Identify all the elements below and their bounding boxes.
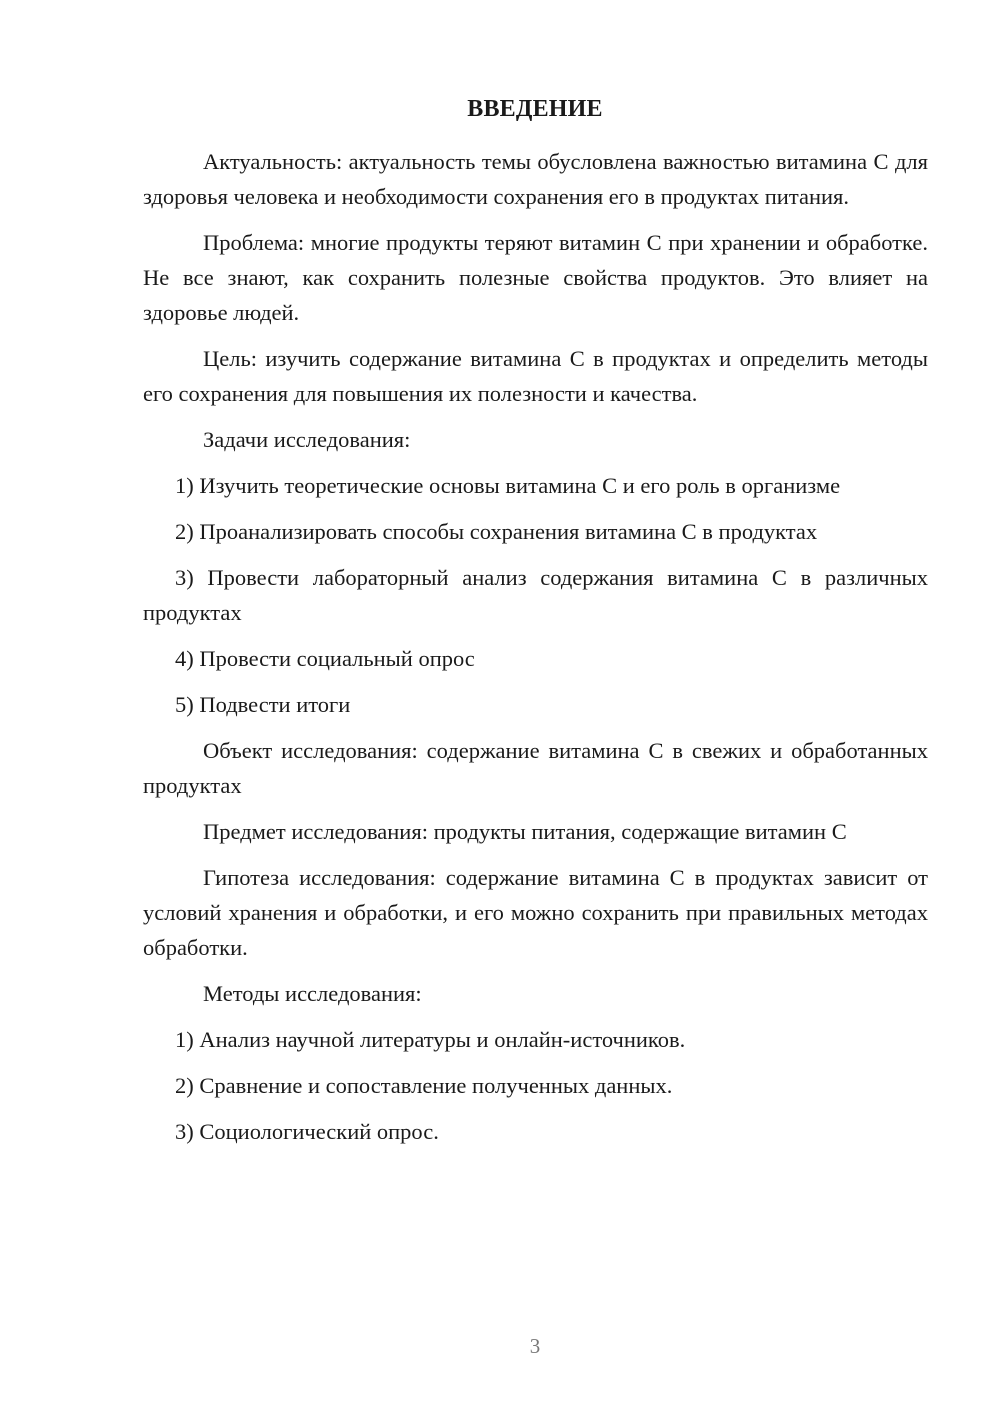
tasks-heading: Задачи исследования:: [203, 427, 411, 452]
task-item: 5) Подвести итоги: [175, 692, 351, 717]
task-item: 4) Провести социальный опрос: [175, 646, 475, 671]
task-item: 2) Проанализировать способы сохранения витамина С в продуктах: [175, 519, 818, 544]
problem-paragraph: Проблема: многие продукты теряют витамин С при хранении и обработке. Не все знают, как сохранить полезные свойства продуктов. Это влияет на здоровье людей.: [143, 230, 928, 325]
goal-paragraph: Цель: изучить содержание витамина С в продуктах и определить методы его сохранения для повышения их полезности и качества.: [143, 346, 928, 406]
relevance-paragraph: Актуальность: актуальность темы обусловлена важностью витамина С для здоровья человека и необходимости сохранения его в продуктах питания.: [143, 149, 928, 209]
document-body: [143, 144, 928, 1160]
page-number: 3: [529, 1334, 541, 1358]
method-item: 2) Сравнение и сопоставление полученных данных.: [175, 1073, 673, 1098]
method-item: 3) Социологический опрос.: [175, 1119, 439, 1144]
method-item: 1) Анализ научной литературы и онлайн-источников.: [175, 1027, 686, 1052]
subject-paragraph: Предмет исследования: продукты питания, содержащие витамин С: [203, 819, 847, 844]
page-title: ВВЕДЕНИЕ: [467, 96, 603, 122]
object-paragraph: Объект исследования: содержание витамина С в свежих и обработанных продуктах: [143, 738, 928, 798]
hypothesis-paragraph: Гипотеза исследования: содержание витамина С в продуктах зависит от условий хранения и обработки, и его можно сохранить при правильных методах обработки.: [143, 865, 928, 960]
task-item: 3) Провести лабораторный анализ содержания витамина С в различных продуктах: [143, 565, 928, 625]
task-item: 1) Изучить теоретические основы витамина С и его роль в организме: [175, 473, 841, 498]
methods-heading: Методы исследования:: [203, 981, 422, 1006]
